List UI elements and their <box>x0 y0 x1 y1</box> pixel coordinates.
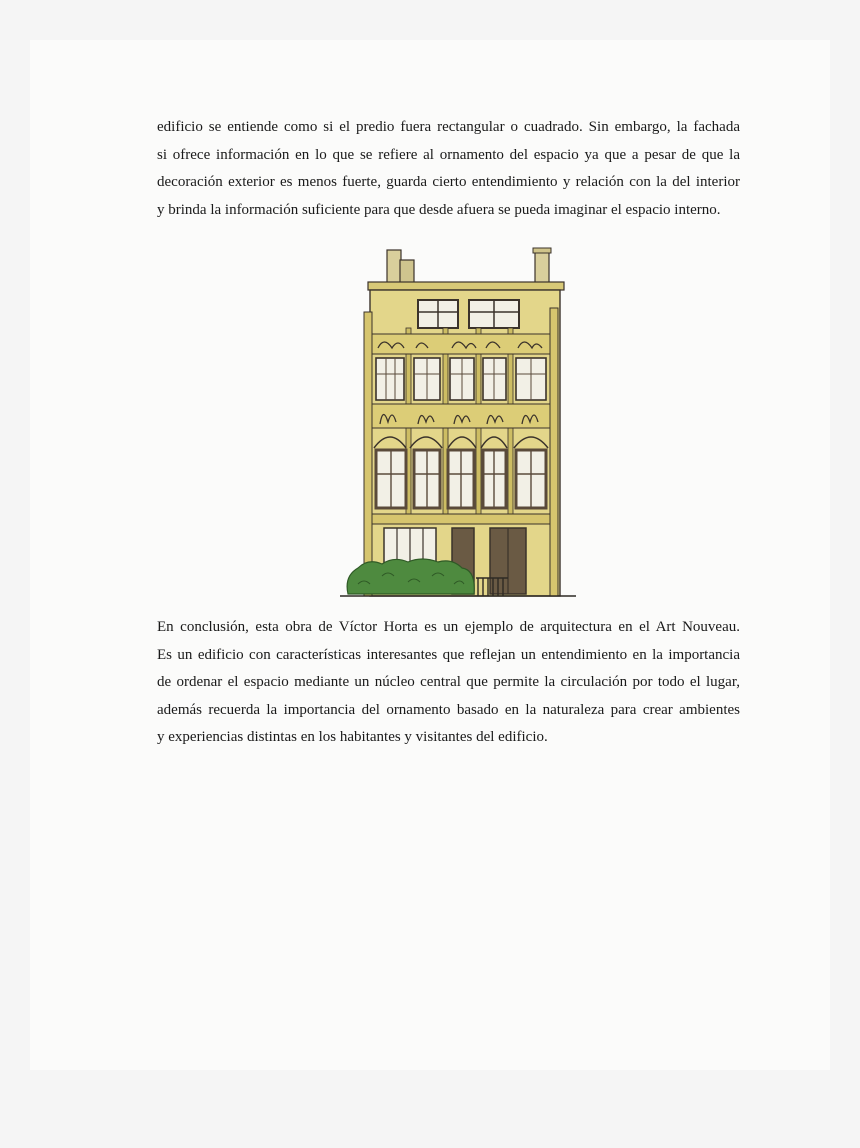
text-line: de ordenar el espacio mediante un núcleo central que permite la circulación por todo el lugar, <box>157 674 740 690</box>
paragraph-conclusion <box>157 614 740 752</box>
text-line: y brinda la información suficiente para que desde afuera se pueda imaginar el espacio interno. <box>157 201 721 218</box>
text-line: Es un edificio con características interesantes que reflejan un entendimiento en la importancia <box>157 646 740 663</box>
text-line: decoración exterior es menos fuerte, guarda cierto entendimiento y relación con la del interior <box>157 174 740 190</box>
text-line: En conclusión, esta obra de Víctor Horta es un ejemplo de arquitectura en el Art Nouveau. <box>157 619 740 635</box>
building-facade-illustration <box>336 244 580 600</box>
paragraph-facade-description <box>157 114 740 224</box>
text-line: además recuerda la importancia del ornamento basado en la naturaleza para crear ambientes <box>157 701 740 718</box>
text-line: si ofrece información en lo que se refiere al ornamento del espacio ya que a pesar de que la <box>157 146 740 163</box>
text-line: y experiencias distintas en los habitantes y visitantes del edificio. <box>157 729 548 745</box>
text-line: edificio se entiende como si el predio fuera rectangular o cuadrado. Sin embargo, la fachada <box>157 119 740 135</box>
